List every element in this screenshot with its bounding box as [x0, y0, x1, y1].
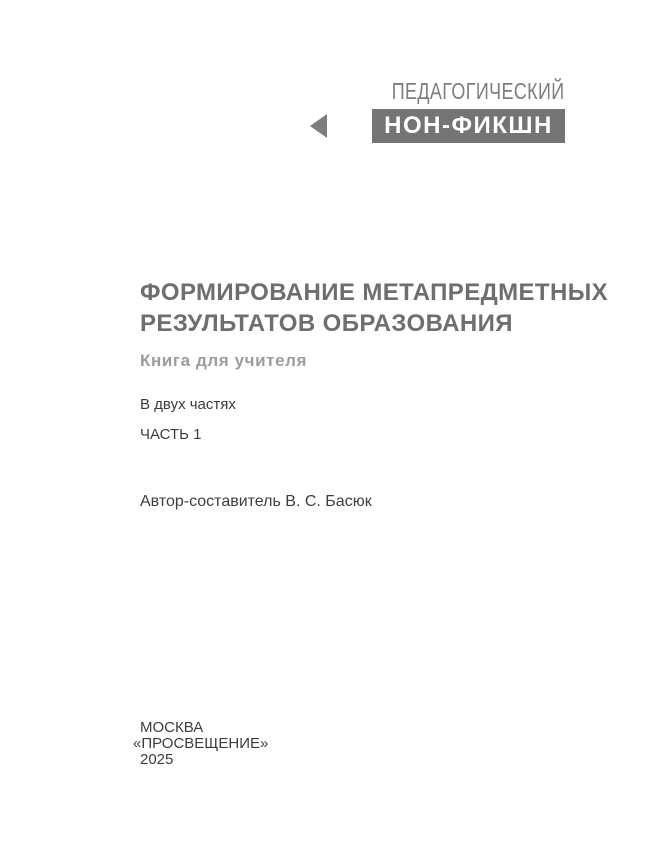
book-title-line-2: РЕЗУЛЬТАТОВ ОБРАЗОВАНИЯ — [140, 310, 513, 337]
author-line: Автор-составитель В. С. Басюк — [140, 493, 372, 510]
left-triangle-icon — [310, 114, 327, 138]
series-label: ПЕДАГОГИЧЕСКИЙ — [392, 78, 565, 104]
book-subtitle: Книга для учителя — [140, 351, 308, 370]
imprint-city: МОСКВА — [140, 719, 204, 736]
imprint-publisher: «ПРОСВЕЩЕНИЕ» — [133, 735, 269, 752]
series-name-badge: НОН-ФИКШН — [372, 109, 565, 143]
edition-parts-note: В двух частях — [140, 396, 236, 413]
series-badge-row — [343, 109, 565, 143]
title-block — [140, 277, 608, 371]
edition-part-label: ЧАСТЬ 1 — [140, 426, 202, 443]
imprint-block — [133, 720, 268, 768]
book-title-line-1: ФОРМИРОВАНИЕ МЕТАПРЕДМЕТНЫХ — [140, 279, 608, 306]
series-logo — [343, 78, 565, 143]
imprint-year: 2025 — [140, 751, 174, 768]
